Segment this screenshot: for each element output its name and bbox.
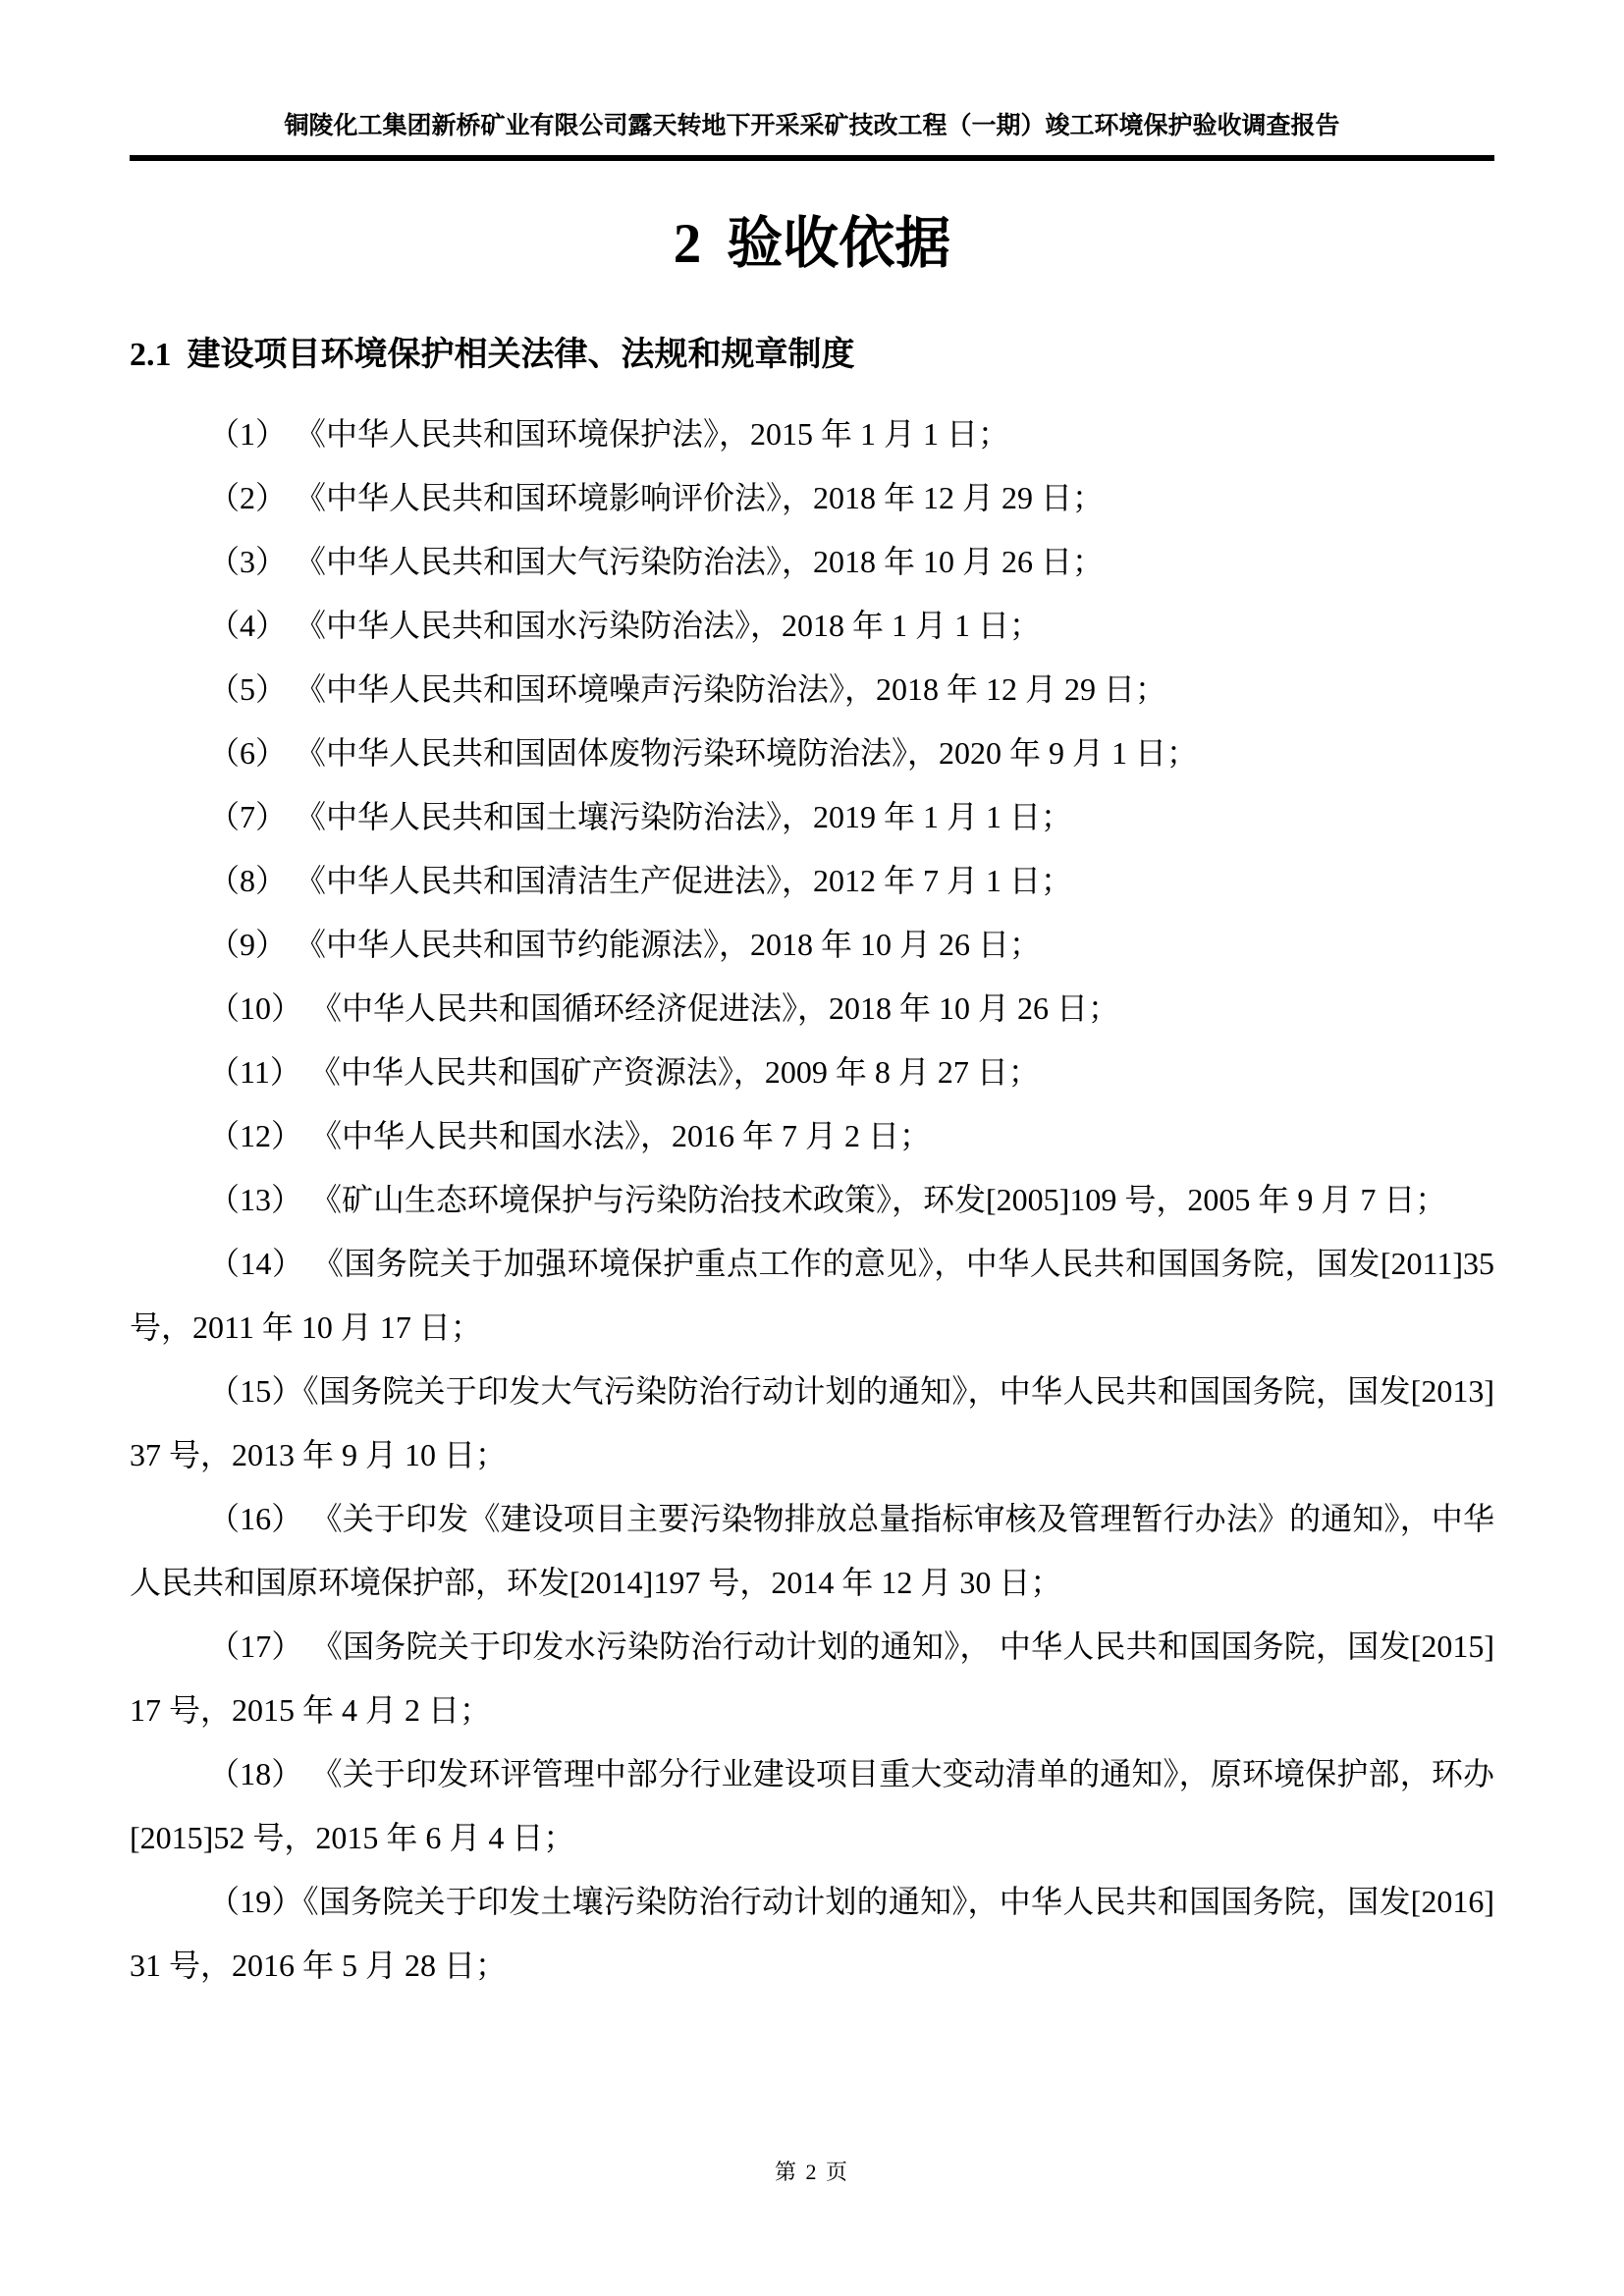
law-item-3: （3） 《中华人民共和国大气污染防治法》，2018 年 10 月 26 日； xyxy=(208,544,1105,579)
section-heading xyxy=(130,334,1494,377)
section-number: 2.1 xyxy=(130,337,172,373)
law-item-14: （14） 《国务院关于加强环境保护重点工作的意见》，中华人民共和国国务院，国发[2011]35 号，2011 年 10 月 17 日； xyxy=(130,1246,1494,1345)
law-item-19: （19）《国务院关于印发土壤污染防治行动计划的通知》，中华人民共和国国务院，国发[2016]31 号，2016 年 5 月 28 日； xyxy=(130,1884,1494,1983)
chapter-number: 2 xyxy=(673,213,702,275)
law-item-10: （10） 《中华人民共和国循环经济促进法》，2018 年 10 月 26 日； xyxy=(208,990,1120,1026)
chapter-title xyxy=(130,210,1494,279)
law-item-6: （6） 《中华人民共和国固体废物污染环境防治法》，2020 年 9 月 1 日； xyxy=(208,735,1199,771)
running-header: 铜陵化工集团新桥矿业有限公司露天转地下开采采矿技改工程（一期）竣工环境保护验收调查报告 xyxy=(130,110,1494,161)
law-item-8: （8） 《中华人民共和国清洁生产促进法》，2012 年 7 月 1 日； xyxy=(208,863,1073,898)
law-item-11: （11） 《中华人民共和国矿产资源法》，2009 年 8 月 27 日； xyxy=(208,1054,1040,1090)
law-item-13: （13） 《矿山生态环境保护与污染防治技术政策》，环发[2005]109 号，2005 年 9 月 7 日； xyxy=(208,1182,1447,1217)
law-item-5: （5） 《中华人民共和国环境噪声污染防治法》，2018 年 12 月 29 日； xyxy=(208,671,1167,707)
law-item-15: （15）《国务院关于印发大气污染防治行动计划的通知》，中华人民共和国国务院，国发[2013]37 号，2013 年 9 月 10 日； xyxy=(130,1373,1494,1472)
page-number: 第 2 页 xyxy=(774,2160,849,2184)
law-item-12: （12） 《中华人民共和国水法》，2016 年 7 月 2 日； xyxy=(208,1118,932,1153)
law-item-2: （2） 《中华人民共和国环境影响评价法》，2018 年 12 月 29 日； xyxy=(208,480,1105,515)
law-item-16: （16） 《关于印发《建设项目主要污染物排放总量指标审核及管理暂行办法》的通知》，中华人民共和国原环境保护部，环发[2014]197 号，2014 年 12 月 30 日； xyxy=(130,1501,1494,1600)
law-item-7: （7） 《中华人民共和国土壤污染防治法》，2019 年 1 月 1 日； xyxy=(208,799,1073,834)
section-title-text: 建设项目环境保护相关法律、法规和规章制度 xyxy=(187,337,855,373)
chapter-title-text: 验收依据 xyxy=(727,213,951,275)
law-item-1: （1） 《中华人民共和国环境保护法》，2015 年 1 月 1 日； xyxy=(208,416,1010,452)
law-list xyxy=(130,402,1494,1998)
law-item-17: （17） 《国务院关于印发水污染防治行动计划的通知》， 中华人民共和国国务院，国发[2015]17 号，2015 年 4 月 2 日； xyxy=(130,1629,1494,1728)
page-footer xyxy=(0,2156,1624,2186)
law-item-18: （18） 《关于印发环评管理中部分行业建设项目重大变动清单的通知》，原环境保护部，环办[2015]52 号，2015 年 6 月 4 日； xyxy=(130,1756,1494,1855)
law-item-4: （4） 《中华人民共和国水污染防治法》，2018 年 1 月 1 日； xyxy=(208,608,1042,643)
law-item-9: （9） 《中华人民共和国节约能源法》，2018 年 10 月 26 日； xyxy=(208,927,1042,962)
